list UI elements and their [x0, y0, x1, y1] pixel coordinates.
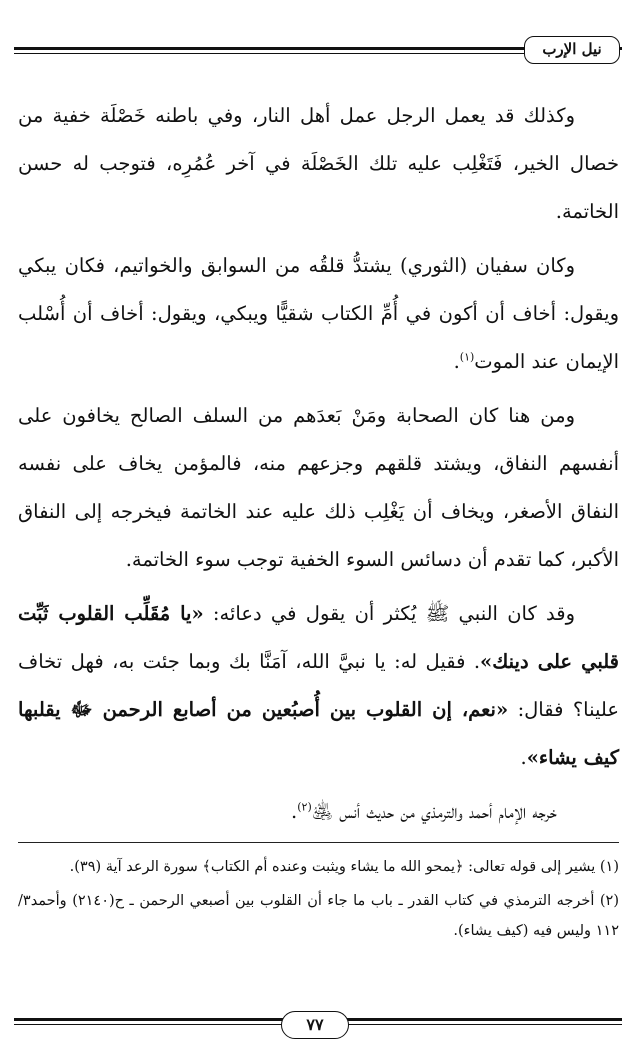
paragraph [18, 590, 619, 782]
paragraph-text: خرجه الإمام أحمد والترمذي من حديث أنس ﵁ [311, 800, 557, 823]
running-title: نيل الإرب [524, 36, 620, 64]
paragraph-text: وكان سفيان (الثوري) يشتدُّ قلقُه من السوابق والخواتيم، فكان يبكي ويقول: أخاف أن أكون في أُمِّ الكتاب شقيًّا ويبكي، ويقول: أخاف أن أُسْلب الإيمان عند الموت [18, 254, 619, 373]
paragraph-text: وقد كان النبي ﷺ يُكثر أن يقول في دعائه: [203, 602, 576, 625]
footnote-rule [18, 842, 619, 843]
footnote-mark: (٢) [297, 800, 312, 814]
hadith-quote: «يا مُقَلِّب القلوب ثَبِّت قلبي على دينك» [18, 602, 620, 673]
paragraph-text: . [520, 746, 527, 769]
hadith-quote: «نعم، إن القلوب بين أُصبُعين من أصابع الرحمن ﷻ يقلبها كيف يشاء» [18, 698, 619, 769]
paragraph-text: . فقيل له: يا نبيَّ الله، آمَنَّا بك وبما جئت به، فهل تخاف علينا؟ فقال: [18, 650, 619, 721]
page-number: ٧٧ [281, 1011, 349, 1039]
footnote: (١) يشير إلى قوله تعالى: ﴿يمحو الله ما يشاء ويثبت وعنده أم الكتاب﴾ سورة الرعد آية (٣٩). [69, 859, 619, 875]
paragraph: وكان سفيان (الثوري) يشتدُّ قلقُه من السوابق والخواتيم، فكان يبكي ويقول: أخاف أن أكون في أُمِّ الكتاب شقيًّا ويبكي، ويقول: أخاف أن أُسْلب الإيمان عند الموت$^{(١)}$. [18, 254, 619, 373]
footnote: (٢) أخرجه الترمذي في كتاب القدر ـ باب ما جاء أن القلوب بين أصبعي الرحمن ـ ح(٢١٤٠) وأحمد٣/ ١١٢ وليس فيه (كيف يشاء). [18, 893, 619, 939]
main-text [18, 92, 619, 842]
paragraph: وكذلك قد يعمل الرجل عمل أهل النار، وفي باطنه خَصْلَة خفية من خصال الخير، فَتَغْلِب عليه تلك الخَصْلَة في آخر عُمُرِه، فتوجب له حسن الخاتمة. [18, 104, 619, 223]
footnotes [18, 852, 619, 950]
header-rule-thin [14, 53, 534, 54]
footnote-mark: (١) [459, 350, 475, 364]
paragraph: خرجه الإمام أحمد والترمذي من حديث أنس ﵁$^{(٢)}$. [291, 800, 557, 823]
paragraph: ومن هنا كان الصحابة ومَنْ بَعدَهم من السلف الصالح يخافون على أنفسهم النفاق، ويشتد قلقهم وجزعهم منه، فالمؤمن يخاف على نفسه النفاق الأصغر، ويخاف أن يَغْلِب ذلك عليه عند الخاتمة فيخرجه إلى النفاق الأكبر، كما تقدم أن دسائس السوء الخفية توجب سوء الخاتمة. [18, 404, 619, 571]
